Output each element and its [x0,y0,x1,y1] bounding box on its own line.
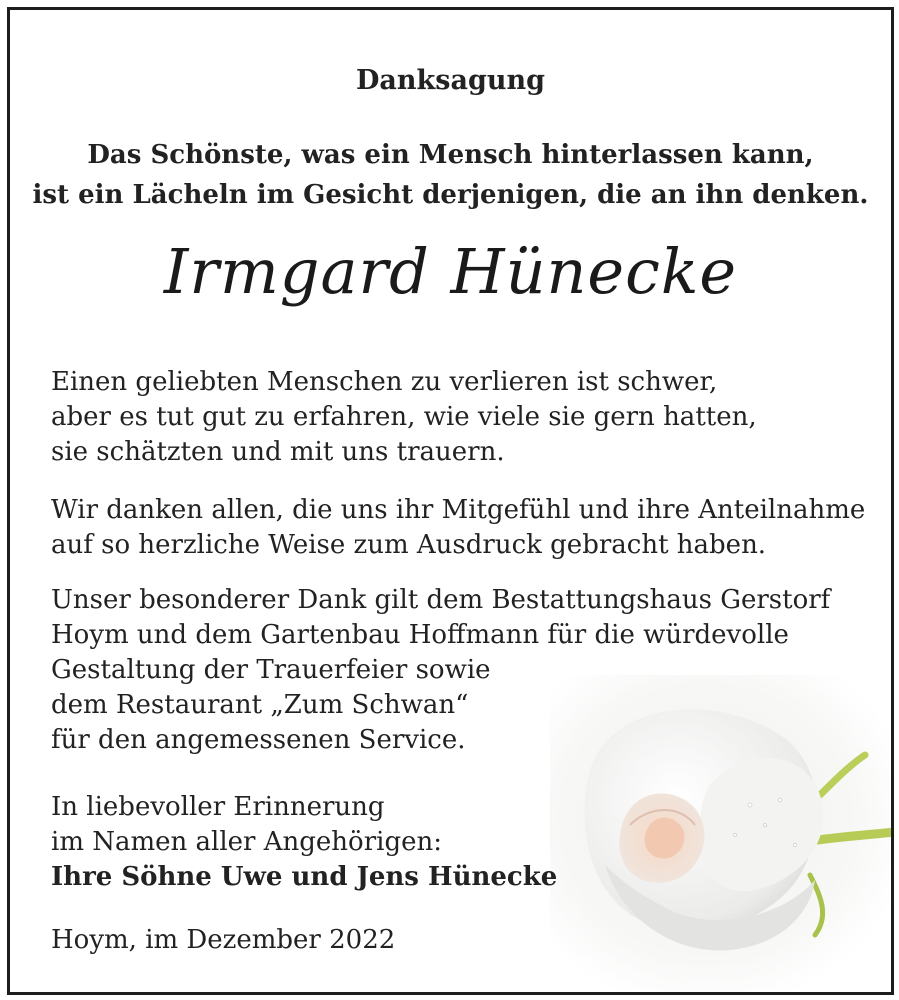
motto-line-1: Das Schönste, was ein Mensch hinterlassen kann, [87,140,814,170]
closing-line-2: im Namen aller Angehörigen: [51,827,442,857]
closing-line-1: In liebevoller Erinnerung [51,792,385,822]
signers: Ihre Söhne Uwe und Jens Hünecke [51,862,558,892]
place-date: Hoym, im Dezember 2022 [51,925,396,955]
paragraph-2: Wir danken allen, die uns ihr Mitgefühl und ihre Anteilnahme auf so herzliche Weise zum Ausdruck gebracht haben. [51,495,866,560]
paragraph-3: Unser besonderer Dank gilt dem Bestattungshaus Gerstorf Hoym und dem Gartenbau Hoffmann für die würdevolle Gestaltung der Trauerfeier sowie dem Restaurant „Zum Schwan“ für den angemessenen Service. [51,585,831,755]
motto-quote [10,135,891,215]
heading: Danksagung [356,65,545,96]
white-rose-icon [550,675,894,995]
obituary-card [7,7,894,995]
closing-block [51,790,557,895]
motto-line-2: ist ein Lächeln im Gesicht derjenigen, die an ihn denken. [32,180,869,210]
deceased-name: Irmgard Hünecke [163,235,738,308]
paragraph-1: Einen geliebten Menschen zu verlieren ist schwer, aber es tut gut zu erfahren, wie viele sie gern hatten, sie schätzten und mit uns trauern. [51,367,757,467]
